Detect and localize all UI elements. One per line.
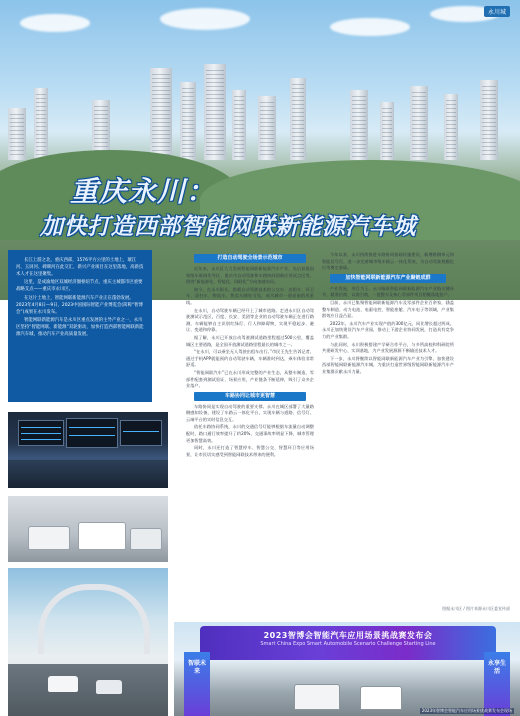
- article-column-right: [322, 252, 454, 622]
- headline-block: [0, 150, 520, 242]
- body-paragraph: “智能网联汽车”已在永川形成完整的产业生态，从整车制造、零部件配套到测试验证、场景应用，产业链条不断延伸，吸引了众多企业落户。: [186, 369, 314, 389]
- lead-paragraph: 在这片土地上，智能网联新能源汽车产业正在蓬勃发展。2023年4月8日—9日，2023中国国际智能产业博览会(简称“智博会”)成果在永川发布。: [16, 295, 143, 315]
- body-paragraph: 车路协同是实现自动驾驶的重要支撑。永川在城区部署了大量路侧感知设备，建设了车路云一体化平台，实现车辆与道路、信号灯、云端平台的实时信息交互。: [186, 403, 314, 422]
- cloud: [330, 18, 410, 36]
- pillar-slogan: 永享生活: [487, 660, 506, 675]
- event-banner: [200, 626, 496, 660]
- body-paragraph: 同时，永川还打造了智慧停车、智慧公交、智慧环卫等应用场景，让市民切实感受到智能网联技术带来的便利。: [186, 445, 314, 457]
- event-pillar-left: [184, 652, 210, 716]
- banner-subtitle: Smart China Expo Smart Automobile Scenario Challenge Starting Line: [260, 641, 436, 647]
- lead-paragraph: 这里，是成渝地区双城经济圈枢纽节点，重庆主城都市区重要战略支点——重庆市永川区。: [16, 280, 143, 293]
- cloud: [160, 8, 250, 30]
- operator-desks: [8, 460, 168, 488]
- body-paragraph: 与此同时，永川积极搭建产学研合作平台，与多所高校和科研院所共建研发中心、实训基地，为产业发展源源不断输送技术人才。: [322, 341, 454, 354]
- launch-event-photo: [174, 622, 520, 716]
- cloud: [20, 14, 90, 32]
- body-paragraph: 据了解，永川已开放自动驾驶测试道路里程超过500公里，覆盖城区主要道路，是全国开放测试道路里程最长的城市之一。: [186, 334, 314, 347]
- building: [180, 82, 196, 160]
- article-column-middle: [186, 252, 314, 622]
- headline-line-2: 加快打造西部智能网联新能源汽车城: [40, 213, 416, 240]
- autonomous-car: [130, 528, 162, 550]
- lead-paragraph: 长江上游之北，重庆西部，1576平方公里的土地上，璀江河、玉屏河、碑碑河在此交汇，新兴产业项目在这里落地，高新技术人才在这里聚集。: [16, 258, 144, 277]
- autonomous-shuttle: [294, 684, 340, 710]
- body-paragraph: 产业发展，项目为王。永川瞄准智能网联新能源汽车产业链关键环节，精准招商、以商引商，一批整车及核心零部件项目相继落地投产。: [322, 285, 454, 298]
- section-heading: 加快智能网联新能源汽车产业聚链成群: [330, 274, 446, 283]
- section-heading: 车路协同让城市更智慧: [194, 392, 306, 401]
- building: [290, 78, 306, 160]
- photo-caption: 2023年智博会智能汽车应用场景挑战赛发布会现场: [421, 708, 512, 713]
- body-paragraph: 2022年，永川汽车产业实现产值约300亿元，同比增长超过两成。永川正加快建设汽车产业园，推动上下游企业协同发展，打造具有竞争力的产业集群。: [322, 320, 454, 339]
- test-vehicle: [48, 676, 78, 692]
- building: [150, 68, 172, 160]
- gateway-arch: [38, 584, 150, 654]
- building: [480, 80, 498, 160]
- banner-title: 2023智博会智能汽车应用场景挑战赛发布会: [263, 631, 433, 640]
- section-tag: 永川城: [484, 6, 510, 17]
- body-paragraph: 依托车路协同系统，永川的交通信号灯能够根据车流量自动调整配时，路口通行效率提升了约20%，交通事故率明显下降，城市管理更加智慧高效。: [186, 424, 314, 443]
- headline-line-1: 重庆永川：: [70, 175, 216, 208]
- autonomous-car: [360, 686, 402, 710]
- test-vehicle: [96, 680, 122, 694]
- building: [410, 86, 428, 160]
- control-center-photo: [8, 412, 168, 488]
- lead-paragraph-box: [8, 250, 152, 402]
- pillar-slogan: 智联未来: [187, 660, 206, 675]
- autonomous-car: [28, 526, 70, 550]
- lead-paragraph: 智能网联新能源汽车是永川区重点发展的主导产业之一，永川区坚持“智能网联、新能源”双轮驱动，加快打造西部智能网联新能源汽车城，推动汽车产业高质量发展。: [16, 318, 144, 337]
- body-paragraph: 今年以来，永川持续推进车路协同基础设施建设，新增路侧单元和智能信号灯，进一步完善城市级车路云一体化系统，为自动驾驶规模化应用奠定基础。: [322, 252, 454, 271]
- body-paragraph: 近年来，永川区大力发展智能网联新能源汽车产业，先后获批国家级车联网先导区、重庆市自动驾驶和车路协同创新应用试点区等，围绕“新能源化、智能化、网联化”方向加速布局。: [186, 266, 314, 285]
- event-pillar-right: [484, 652, 510, 716]
- building: [204, 64, 226, 160]
- road: [8, 664, 168, 716]
- autonomous-vehicle-photo: [8, 496, 168, 562]
- body-paragraph: 目前，永川已集聚智能网联新能源汽车及零部件企业百余家，涵盖整车制造、动力电池、电驱电控、智能座舱、汽车电子等领域，产业集群效应日益凸显。: [322, 299, 454, 319]
- display-screen: [66, 418, 118, 448]
- body-paragraph: 下一步，永川将继续以智能网联新能源汽车产业为引擎，加快建设西部智能网联新能源汽车城，为重庆打造世界级智能网联新能源汽车产业集群贡献永川力量。: [322, 355, 454, 374]
- body-paragraph: 如今，在永川街头，搭载自动驾驶技术的公交车、出租车、环卫车、清扫车、物流车、售卖车随处可见，成为城市一道亮丽的风景线。: [186, 286, 314, 305]
- display-screen: [18, 420, 64, 446]
- autonomous-car: [78, 522, 126, 550]
- test-road-arch-photo: [8, 568, 168, 716]
- body-paragraph: 在永川，自动驾驶车辆已经开上了城市道路。走进永川区自动驾驶测试示范区，百度、长安、美团等企业的自动驾驶车辆正在进行路测，车辆能够自主识别红绿灯、行人和障碍物，实现平稳起步、避让、变道和停靠。: [186, 307, 314, 333]
- display-screen: [120, 420, 162, 446]
- body-paragraph: “在永川，可以乘坐无人驾驶出租车出行。”市民王先生告诉记者，通过手机APP就能预约自动驾驶车辆，车辆准时到达，乘车体验非常舒适。: [186, 349, 314, 368]
- section-heading: 打造自动驾驶全场景示范城市: [194, 254, 306, 263]
- photo-credit: 图据永川区 / 图片来源永川区委宣传部: [442, 606, 510, 611]
